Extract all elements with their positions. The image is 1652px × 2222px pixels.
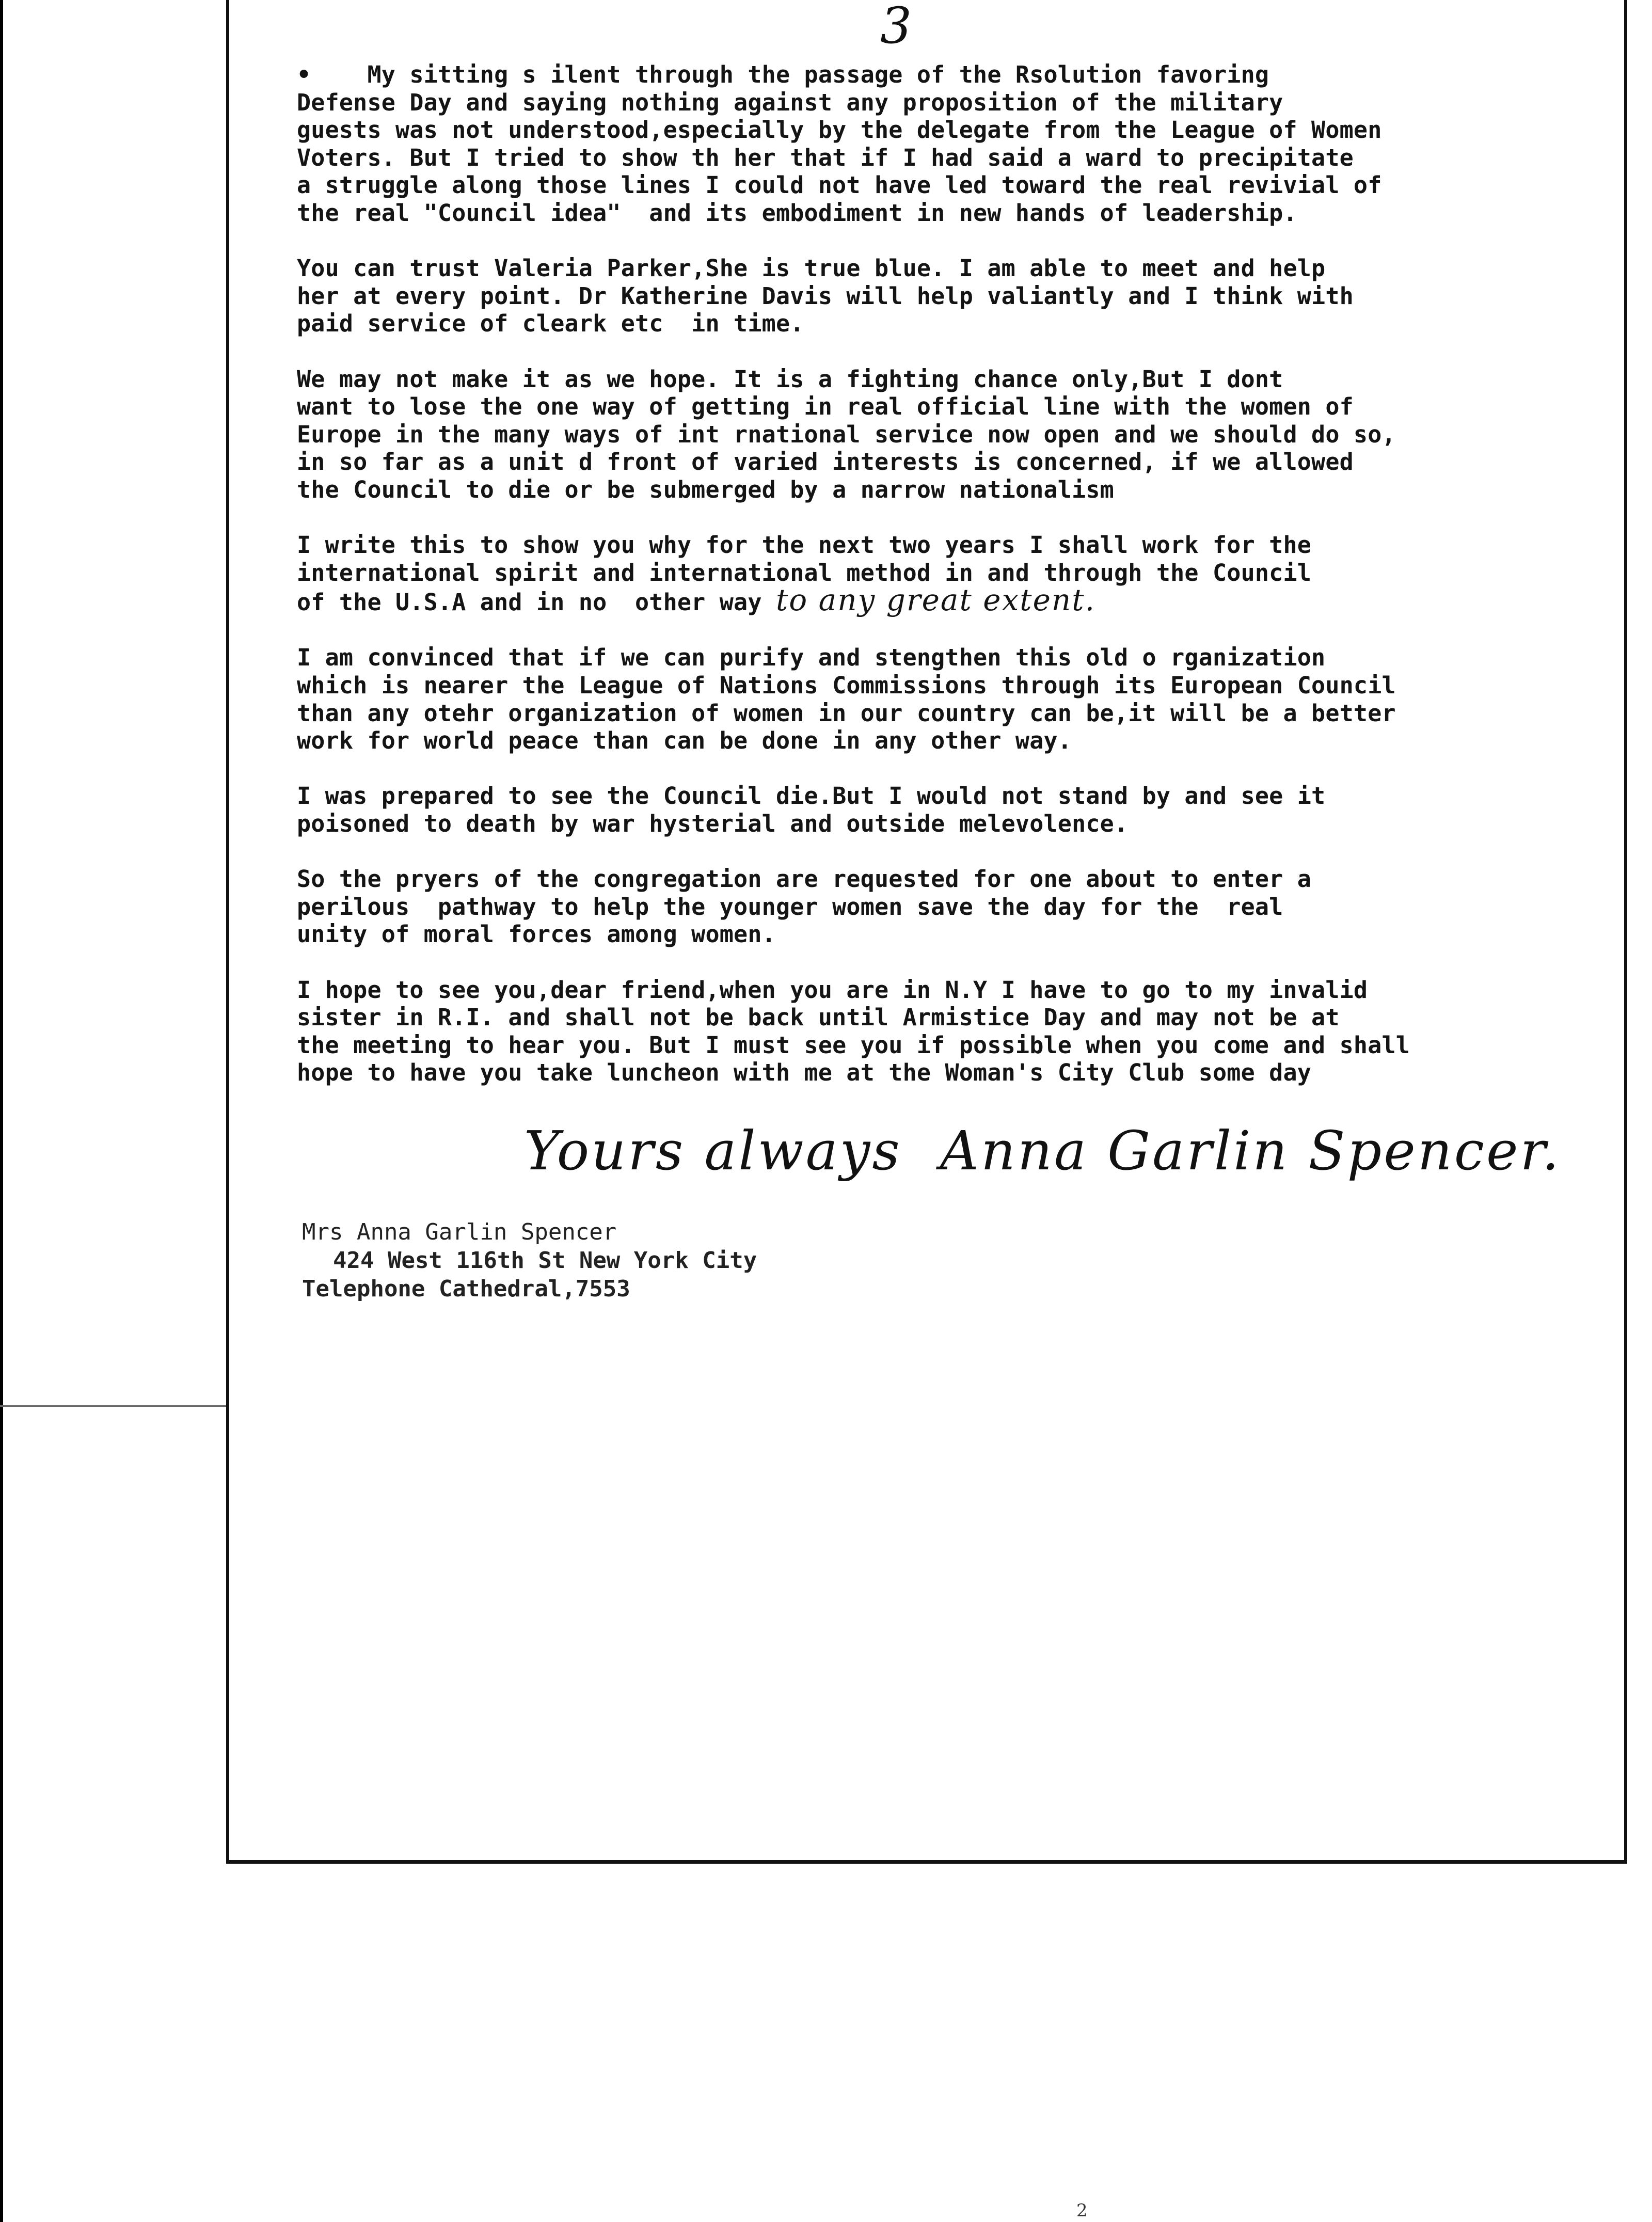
text-line: poisoned to death by war hysterial and outside melevolence.: [297, 810, 1129, 838]
text-line: • My sitting s ilent through the passage of the Rsolution favoring: [297, 61, 1269, 88]
text-line: work for world peace than can be done in any other way.: [297, 727, 1072, 755]
text-line: international spirit and international method in and through the Council: [297, 559, 1312, 586]
handwritten-signature: Yours always Anna Garlin Spencer.: [524, 1119, 1561, 1182]
letter-body: [297, 61, 1598, 1115]
sender-name: Mrs Anna Garlin Spencer: [302, 1219, 617, 1245]
text-line: guests was not understood,especially by the delegate from the League of Women: [297, 116, 1382, 144]
text-line: sister in R.I. and shall not be back until Armistice Day and may not be at: [297, 1004, 1340, 1031]
paragraph-8: [297, 976, 1598, 1087]
text-line: hope to have you take luncheon with me at the Woman's City Club some day: [297, 1059, 1312, 1087]
sender-address: 424 West 116th St New York City: [333, 1247, 757, 1274]
text-fragment: of the U.S.A and in no other way: [297, 589, 762, 616]
sender-telephone: Telephone Cathedral,7553: [302, 1276, 630, 1302]
paragraph-5: [297, 644, 1598, 754]
sender-block: [302, 1218, 757, 1303]
scan-fold-line: [0, 1405, 227, 1407]
text-line: So the pryers of the congregation are requested for one about to enter a: [297, 865, 1312, 893]
text-line: unity of moral forces among women.: [297, 920, 776, 948]
text-line: We may not make it as we hope. It is a fighting chance only,But I dont: [297, 365, 1283, 393]
text-line: I hope to see you,dear friend,when you are in N.Y I have to go to my invalid: [297, 976, 1368, 1004]
paragraph-2: [297, 255, 1598, 338]
paragraph-7: [297, 865, 1598, 948]
paragraph-3: [297, 366, 1598, 504]
text-line: a struggle along those lines I could not have led toward the real revivial of: [297, 171, 1382, 199]
paragraph-6: [297, 782, 1598, 837]
paragraph-1: [297, 61, 1598, 227]
text-line: Europe in the many ways of int rnational service now open and we should do so,: [297, 420, 1396, 448]
text-line: which is nearer the League of Nations Commissions through its European Council: [297, 672, 1396, 700]
text-line: perilous pathway to help the younger women save the day for the real: [297, 893, 1283, 920]
text-line: I was prepared to see the Council die.But I would not stand by and see it: [297, 782, 1326, 810]
page-number: 3: [880, 0, 912, 55]
text-line: Voters. But I tried to show th her that if I had said a ward to precipitate: [297, 144, 1354, 171]
scan-binding-edge: [0, 0, 3, 2222]
text-line: the Council to die or be submerged by a narrow nationalism: [297, 475, 1114, 503]
text-line: want to lose the one way of getting in real official line with the women of: [297, 393, 1354, 421]
text-line: in so far as a unit d front of varied interests is concerned, if we allowed: [297, 448, 1354, 476]
bottom-page-mark: 2: [1076, 2200, 1088, 2221]
paragraph-4: [297, 531, 1598, 616]
text-line: the real "Council idea" and its embodiment in new hands of leadership.: [297, 199, 1297, 227]
text-line: than any otehr organization of women in our country can be,it will be a better: [297, 699, 1396, 727]
text-line: Defense Day and saying nothing against any proposition of the military: [297, 88, 1283, 116]
text-line: her at every point. Dr Katherine Davis will help valiantly and I think with: [297, 282, 1354, 310]
handwritten-insert: to any great extent.: [775, 582, 1096, 618]
text-line: I am convinced that if we can purify and stengthen this old o rganization: [297, 644, 1326, 672]
text-line: You can trust Valeria Parker,She is true blue. I am able to meet and help: [297, 255, 1326, 282]
text-line: paid service of cleark etc in time.: [297, 310, 804, 338]
text-line: I write this to show you why for the next two years I shall work for the: [297, 531, 1312, 559]
text-line: the meeting to hear you. But I must see you if possible when you come and shall: [297, 1031, 1410, 1059]
text-line-with-insert: [297, 582, 1598, 618]
